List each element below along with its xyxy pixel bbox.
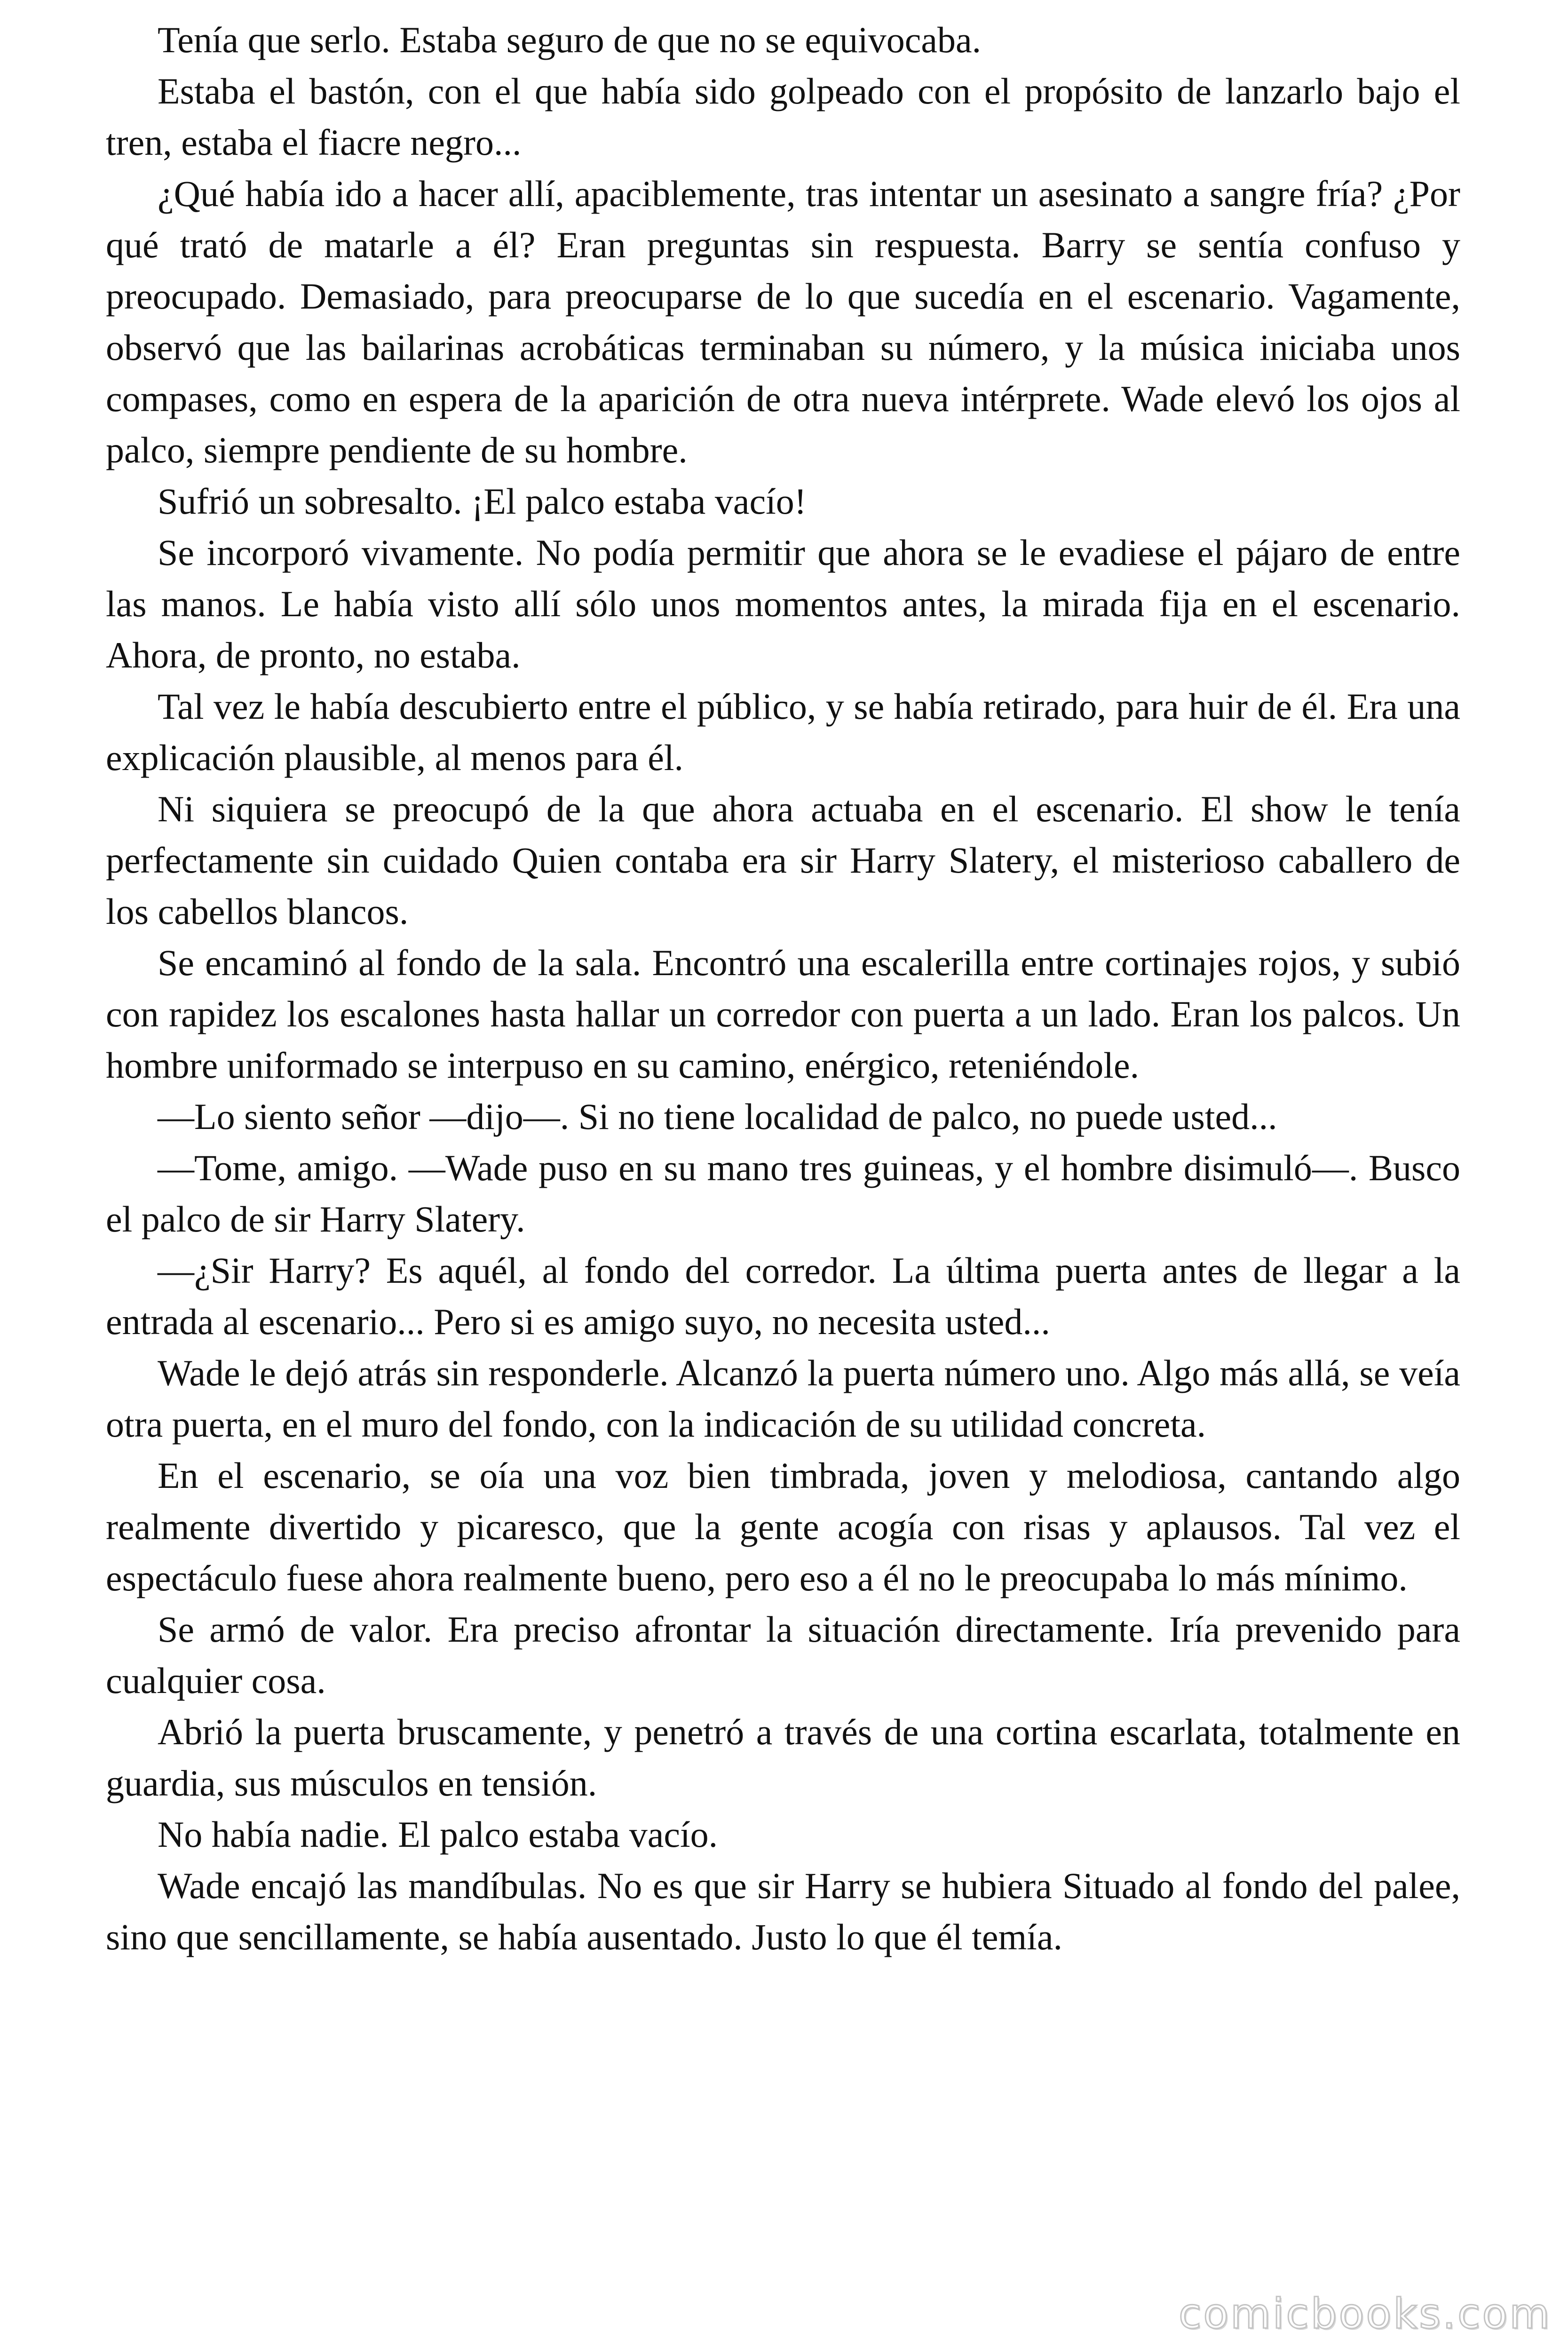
paragraph: Tal vez le había descubierto entre el público, y se había retirado, para huir de él. Era una explicación plausible, al menos para él. <box>106 686 1460 778</box>
paragraph: —¿Sir Harry? Es aquél, al fondo del corredor. La última puerta antes de llegar a la entrada al escenario... Pero si es amigo suyo, no necesita usted... <box>106 1250 1460 1342</box>
paragraph: —Tome, amigo. —Wade puso en su mano tres guineas, y el hombre disimuló—. Busco el palco de sir Harry Slatery. <box>106 1147 1460 1240</box>
paragraph: Se armó de valor. Era preciso afrontar la situación directamente. Iría prevenido para cualquier cosa. <box>106 1609 1460 1701</box>
paragraph: ¿Qué había ido a hacer allí, apaciblemente, tras intentar un asesinato a sangre fría? ¿Por qué trató de matarle a él? Eran preguntas sin respuesta. Barry se sentía confuso y preocupado. Demasiado, para preocuparse de lo que sucedía en el escenario. Vagamente, observó que las bailarinas acrobáticas terminaban su número, y la música iniciaba unos compases, como en espera de la aparición de otra nueva intérprete. Wade elevó los ojos al palco, siempre pendiente de su hombre. <box>106 173 1460 470</box>
paragraph: No había nadie. El palco estaba vacío. <box>158 1814 718 1855</box>
paragraph: Ni siquiera se preocupó de la que ahora actuaba en el escenario. El show le tenía perfectamente sin cuidado Quien contaba era sir Harry Slatery, el misterioso caballero de los cabellos blancos. <box>106 788 1460 932</box>
paragraph: En el escenario, se oía una voz bien timbrada, joven y melodiosa, cantando algo realmente divertido y picaresco, que la gente acogía con risas y aplausos. Tal vez el espectáculo fuese ahora realmente bueno, pero eso a él no le preocupaba lo más mínimo. <box>106 1455 1460 1598</box>
paragraph: Abrió la puerta bruscamente, y penetró a través de una cortina escarlata, totalmente en guardia, sus músculos en tensión. <box>106 1711 1460 1804</box>
paragraph: Se encaminó al fondo de la sala. Encontró una escalerilla entre cortinajes rojos, y subió con rapidez los escalones hasta hallar un corredor con puerta a un lado. Eran los palcos. Un hombre uniformado se interpuso en su camino, enérgico, reteniéndole. <box>106 942 1460 1086</box>
paragraph: Wade encajó las mandíbulas. No es que sir Harry se hubiera Situado al fondo del palee, sino que sencillamente, se había ausentado. Justo lo que él temía. <box>106 1865 1460 1957</box>
paragraph: Tenía que serlo. Estaba seguro de que no se equivocaba. <box>158 19 982 60</box>
page-body <box>106 14 1460 1963</box>
paragraph: Wade le dejó atrás sin responderle. Alcanzó la puerta número uno. Algo más allá, se veía otra puerta, en el muro del fondo, con la indicación de su utilidad concreta. <box>106 1352 1460 1445</box>
watermark: comicbooks.com <box>1178 2289 1552 2338</box>
paragraph: —Lo siento señor —dijo—. Si no tiene localidad de palco, no puede usted... <box>158 1096 1277 1137</box>
paragraph: Se incorporó vivamente. No podía permitir que ahora se le evadiese el pájaro de entre las manos. Le había visto allí sólo unos momentos antes, la mirada fija en el escenario. Ahora, de pronto, no estaba. <box>106 532 1460 675</box>
paragraph: Estaba el bastón, con el que había sido golpeado con el propósito de lanzarlo bajo el tren, estaba el fiacre negro... <box>106 71 1460 163</box>
paragraph: Sufrió un sobresalto. ¡El palco estaba vacío! <box>158 481 807 522</box>
